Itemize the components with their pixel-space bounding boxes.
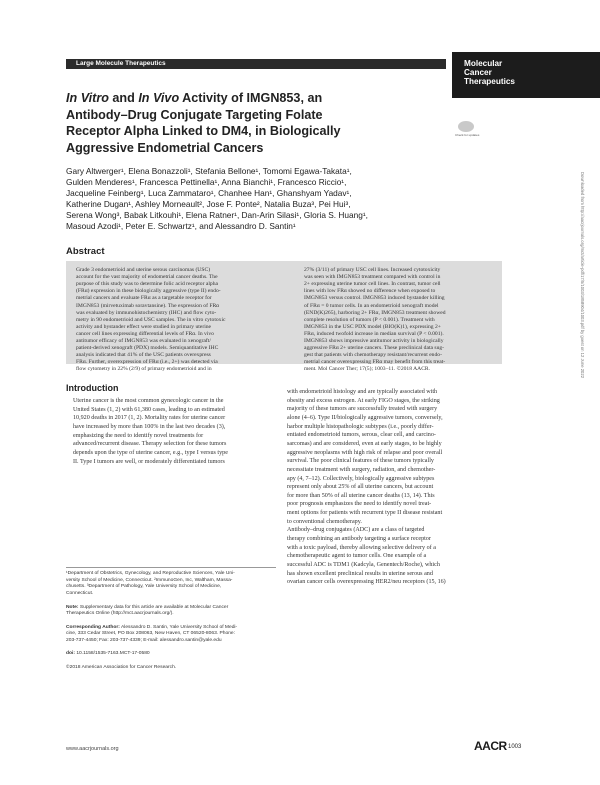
text-line: chemotherapeutic agent to tumor cells. One example of a: [287, 553, 427, 560]
author-line: Gulden Menderes¹, Francesca Pettinella¹, Anna Bianchi¹, Francesco Riccio¹,: [66, 177, 347, 187]
text-line: emphasizing the need to identify novel treatments for: [73, 432, 204, 439]
text-line: activity and bystander effect were studied in primary uterine: [76, 323, 212, 330]
text-line: of FRα = 0 tumor cells. In an endometrioid xenograft model: [304, 302, 439, 309]
text-line: FRα, induced twofold increase in median survival (P < 0.001).: [304, 330, 444, 337]
abstract-heading: Abstract: [66, 246, 105, 257]
text-line: harbor multiple histopathologic subtypes (i.e., poorly differ-: [287, 423, 434, 430]
text-line: entiated endometrioid tumors, serous, clear cell, and carcino-: [287, 432, 436, 439]
author-line: Serena Wong³, Babak Litkouhi¹, Elena Ratner¹, Dan-Arin Silasi¹, Gloria S. Huang¹,: [66, 210, 368, 220]
text-line: was evaluated by immunohistochemistry (IHC) and flow cyto-: [76, 309, 217, 316]
footnote-divider: [66, 567, 276, 568]
text-line: versity School of Medicine, Connecticut. ²ImmunoGen, Inc, Waltham, Massa-: [66, 577, 233, 583]
author-line: Katherine Dugan¹, Ashley Morneault², Jose F. Ponte², Natalia Buza³, Pei Hui³,: [66, 199, 351, 209]
text-line: purpose of this study was to determine folic acid receptor alpha: [76, 281, 218, 288]
text-line: have increased by more than 100% in the last two decades (3),: [73, 423, 226, 430]
text-line: Connecticut.: [66, 591, 94, 597]
text-line: United States (1, 2) with 61,380 cases, leading to an estimated: [73, 406, 225, 413]
text-line: with a toxic payload, thereby allowing selective delivery of a: [287, 544, 436, 551]
check-updates-label: Check for updates: [455, 133, 480, 137]
text-line: to conventional chemotherapy.: [287, 518, 362, 525]
text-line: majority of these tumors are successfully treated with surgery: [287, 406, 438, 413]
text-line: depends upon the type of uterine cancer, e.g., type I versus type: [73, 449, 228, 456]
text-line: Grade 3 endometrioid and uterine serous carcinomas (USC): [76, 267, 211, 273]
text-line: poor prognosis emphasizes the need to identify novel treat-: [287, 501, 432, 508]
text-line: apy (4, 7–12). Collectively, biologically aggressive subtypes: [287, 475, 435, 482]
footer-url[interactable]: www.aacrjournals.org: [66, 746, 119, 752]
journal-line: Therapeutics: [464, 77, 515, 86]
text-line: survival. The poor clinical features of these tumors typically: [287, 458, 434, 465]
text-line: Corresponding Author: Alessandro D. Santin, Yale University School of Medi-: [66, 624, 238, 630]
text-line: (END(K)265), harboring 2+ FRα, IMGN853 treatment showed: [304, 309, 446, 316]
text-line: necessitate treatment with surgery, radiation, and chemother-: [287, 466, 436, 473]
section-banner: [66, 59, 446, 69]
journal-badge: [452, 52, 600, 98]
text-line: II. Type I tumors are well, or moderately differentiated tumors: [73, 458, 225, 465]
text-line: ment options for patients with recurrent type II disease resistant: [287, 510, 443, 517]
check-updates-badge[interactable]: [455, 121, 480, 139]
text-line: sarcomas) and are considered, even at early stages, to be highly: [287, 440, 442, 447]
text-line: lines with low FRα showed no difference when exposed to: [304, 288, 436, 295]
text-line: metry in 90 endometrioid and USC samples. The in vitro cytotoxic: [76, 316, 226, 323]
text-line: FRα. Further, overexpression of FRα (i.e., 2+) was detected via: [76, 359, 218, 366]
text-line: IMGN853 versus control. IMGN853 induced bystander killing: [304, 295, 445, 302]
text-line: ovarian cancer cells overexpressing HER2/neu receptors (15, 16): [287, 579, 446, 586]
abstract-box: [66, 261, 502, 373]
text-line: advanced/recurrent disease. Therapy selection for these tumors: [73, 441, 227, 448]
text-line: has shown excellent preclinical results in uterine serous and: [287, 570, 433, 577]
text-line: patient-derived xenograft (PDX) models. Semiquantitative IHC: [76, 345, 219, 352]
text-line: aggressive neoplasms with high risk of relapse and poor overall: [287, 449, 443, 456]
text-line: alone (4–6). Type II/biologically aggressive tumors, conversely,: [287, 414, 443, 421]
text-line: therapy combining an antibody targeting a surface receptor: [287, 536, 431, 543]
page-number: 1003: [508, 744, 522, 750]
text-line: analysis indicated that 41% of the USC patients overexpress: [76, 352, 211, 359]
text-line: successful ADC is TDM1 (Kadcyla, Genentech/Roche), which: [287, 562, 440, 568]
text-line: obesity and excess estrogen. At early FIGO stages, the striking: [287, 397, 440, 404]
text-line: doi: 10.1158/1535-7163.MCT-17-0580: [66, 651, 150, 657]
text-line: IMGN853 (mirvetuximab soravtansine). The expression of FRα: [76, 302, 220, 309]
introduction-heading: Introduction: [66, 383, 119, 393]
text-line: account for the vast majority of endometrial cancer deaths. The: [76, 274, 218, 281]
title-line: In Vitro and In Vivo Activity of IMGN853, an: [66, 91, 323, 105]
text-line: complete resolution of tumors (P < 0.001). Treatment with: [304, 316, 435, 323]
title-line: Antibody–Drug Conjugate Targeting Folate: [66, 107, 323, 122]
text-line: ©2018 American Association for Cancer Research.: [66, 664, 177, 670]
text-line: chusetts. ³Department of Pathology, Yale University School of Medicine,: [66, 584, 222, 590]
author-line: Masoud Azodi¹, Peter E. Schwartz¹, and Alessandro D. Santin¹: [66, 221, 296, 231]
text-line: IMGN853 shows impressive antitumor activity in biologically: [304, 338, 444, 344]
text-line: IMGN853 in the USC PDX model (BIO(K)1), expressing 2+: [304, 323, 441, 330]
text-line: ¹Department of Obstetrics, Gynecology, and Reproductive Sciences, Yale Uni-: [66, 571, 235, 576]
article-title: [66, 90, 446, 156]
text-line: ment. Mol Cancer Ther; 17(5); 1003–11. ©2018 AACR.: [304, 366, 431, 373]
text-line: cancer cell lines expressing differential levels of FRα. In vivo: [76, 330, 214, 337]
text-line: Uterine cancer is the most common gynecologic cancer in the: [73, 398, 224, 404]
text-line: flow cytometry in 22% (2/9) of primary endometrioid and in: [76, 366, 212, 373]
text-line: metrial cancer overexpressing FRα may benefit from this treat-: [304, 359, 446, 366]
text-line: for more than 50% of all uterine cancer deaths (13, 14). This: [287, 492, 435, 499]
author-line: Jacqueline Feinberg¹, Luca Zammataro¹, Chanhee Han¹, Ghanshyam Yadav¹,: [66, 188, 352, 198]
text-line: aggressive FRα 2+ uterine cancers. These preclinical data sug-: [304, 345, 445, 352]
text-line: Therapeutics Online (http://mct.aacrjournals.org/).: [66, 611, 174, 617]
author-line: Gary Altwerger¹, Elena Bonazzoli¹, Stefania Bellone¹, Tomomi Egawa-Takata¹,: [66, 166, 352, 176]
text-line: with endometrioid histology and are typically associated with: [287, 389, 438, 395]
text-line: antitumor efficacy of IMGN853 was evaluated in xenograft/: [76, 338, 211, 344]
download-note-text: Downloaded from http://aacrjournals.org/mct/article-pdf/17/5/1003/1858904/1003.pdf by guest on 12 June 2022: [580, 172, 585, 379]
text-line: 27% (3/11) of primary USC cell lines. Increased cytotoxicity: [304, 267, 441, 273]
text-line: Antibody–drug conjugates (ADC) are a class of targeted: [287, 527, 425, 534]
title-line: Aggressive Endometrial Cancers: [66, 140, 264, 155]
check-updates-icon: [458, 121, 474, 132]
text-line: was seen with IMGN853 treatment compared with control in: [304, 274, 441, 281]
title-line: Receptor Alpha Linked to DM4, in Biologically: [66, 124, 341, 138]
journal-line: Cancer: [464, 68, 492, 77]
text-line: cine, 333 Cedar Street, PO Box 208063, New Haven, CT 06520-8063. Phone:: [66, 631, 236, 637]
text-line: gest that patients with chemotherapy resistant/recurrent endo-: [304, 352, 442, 359]
text-line: (FRα) expression in these biologically aggressive (type II) endo-: [76, 288, 221, 295]
aacr-logo: AACR: [474, 739, 507, 753]
text-line: Note: Supplementary data for this article are available at Molecular Cancer: [66, 604, 229, 610]
section-label: Large Molecule Therapeutics: [76, 60, 166, 67]
text-line: 10,920 deaths in 2017 (1, 2). Mortality rates for uterine cancer: [73, 415, 226, 422]
text-line: 203-737-4450; Fax: 203-737-4339; E-mail: alessandro.santin@yale.edu: [66, 638, 222, 643]
journal-line: Molecular: [464, 59, 503, 68]
text-line: represent only about 25% of all uterine cancers, but account: [287, 484, 434, 491]
text-line: metrial cancers and evaluate FRα as a targetable receptor for: [76, 295, 212, 302]
text-line: 2+ expressing uterine tumor cell lines. In contrast, tumor cell: [304, 281, 441, 288]
